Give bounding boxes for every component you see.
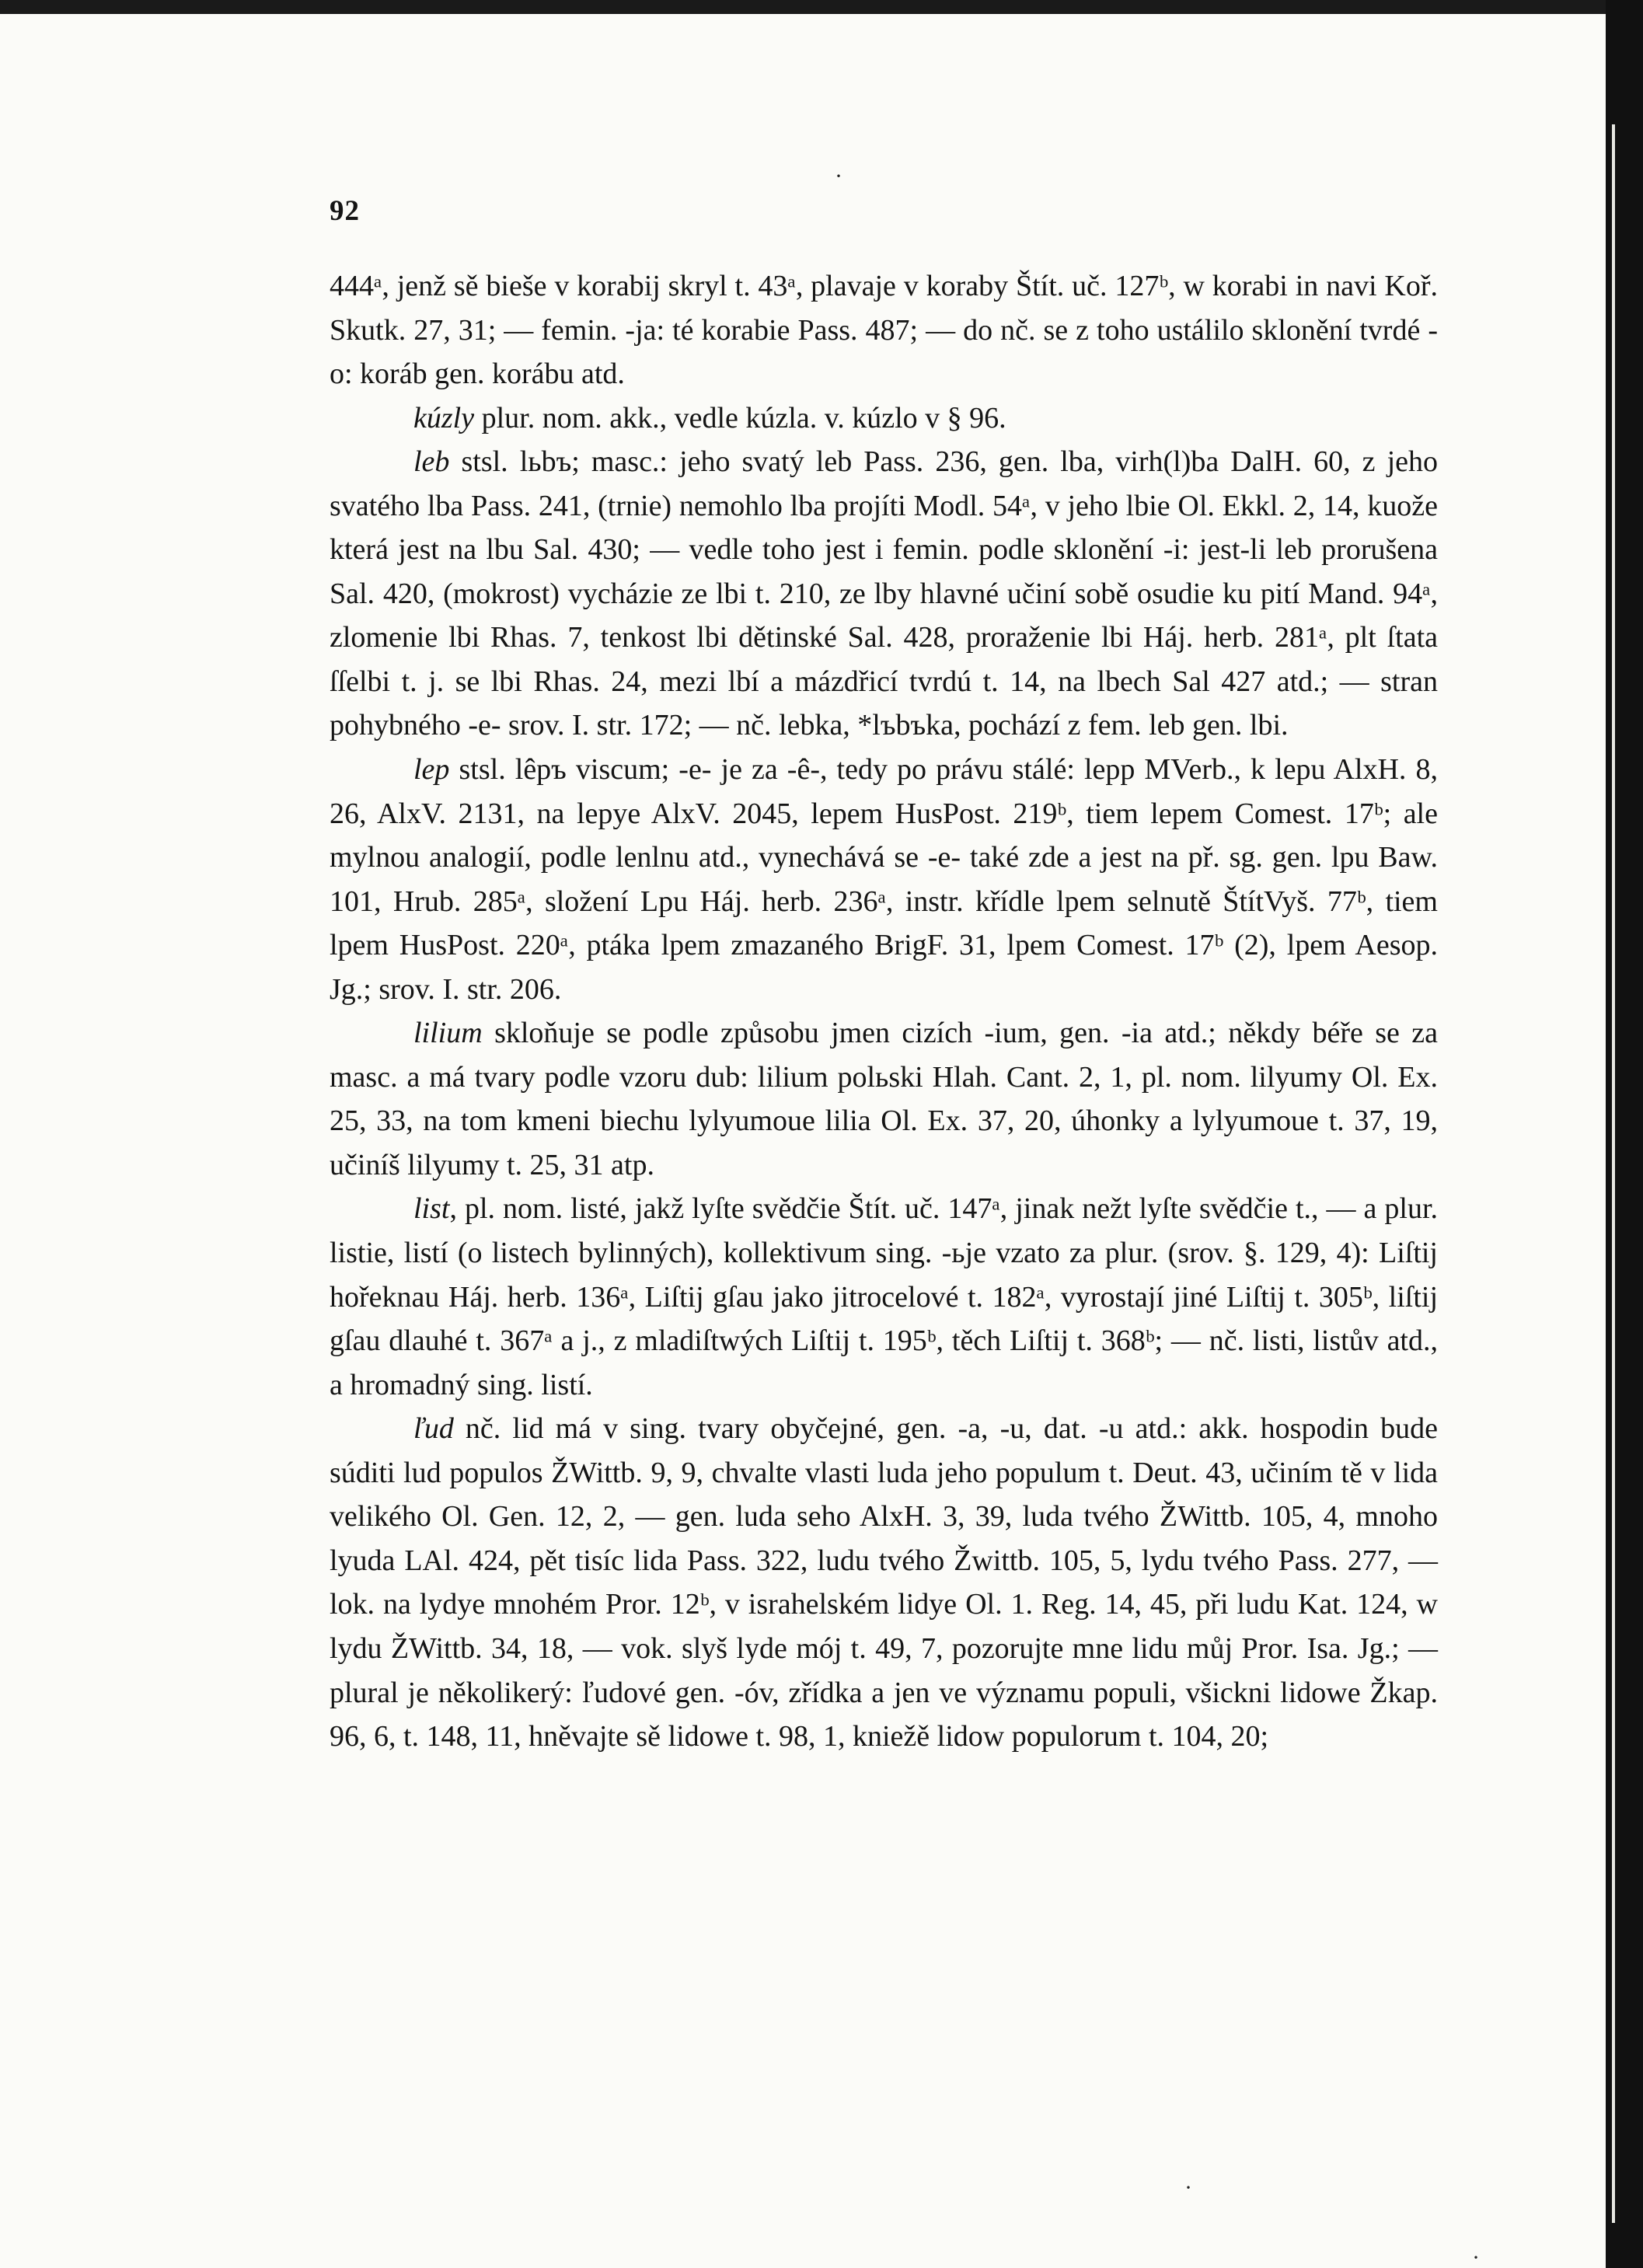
entry-lud: [330, 1407, 1438, 1758]
entry-text: , pl. nom. listé, jakž lyſte svědčie Štít. uč. 147ᵃ, jinak nežt lyſte svědčie t., — a plur. listie, listí (o listech bylinných), kollektivum sing. -ьje vzato za plur. (srov. §. 129, 4): Liſtij hořeknau Háj. herb. 136ᵃ, Liſtij gſau jako jitrocelové t. 182ᵃ, vyrostají jiné Liſtij t. 305ᵇ, liſtij gſau dlauhé t. 367ᵃ a j., z mladiſtwých Liſtij t. 195ᵇ, těch Liſtij t. 368ᵇ; — nč. listi, listův atd., a hromadný sing. listí.: [330, 1192, 1438, 1401]
headword: lilium: [413, 1017, 483, 1050]
entry-text: skloňuje se podle způsobu jmen cizích -ium, gen. -ia atd.; někdy béře se za masc. a má tvary podle vzoru dub: lilium polьski Hlah. Cant. 2, 1, pl. nom. lilyumy Ol. Ex. 25, 33, na tom kmeni biechu lylyumoue lilia Ol. Ex. 37, 20, úhonky a lylyumoue t. 37, 19, učiníš lilyumy t. 25, 31 atp.: [330, 1017, 1438, 1181]
entry-list: [330, 1187, 1438, 1407]
headword: list: [413, 1192, 450, 1226]
headword: leb: [413, 445, 450, 479]
book-page: [0, 14, 1606, 2268]
scan-speck: ·: [1184, 2175, 1192, 2200]
page-number: 92: [330, 195, 360, 227]
entry-text: nč. lid má v sing. tvary obyčejné, gen. -a, -u, dat. -u atd.: akk. hospodin bude súditi lud populos ŽWittb. 9, 9, chvalte vlasti luda jeho populum t. Deut. 43, učiním tě v lida velikého Ol. Gen. 12, 2, — gen. luda seho AlxH. 3, 39, luda tvého ŽWittb. 105, 4, mnoho lyuda LAl. 424, pět tisíc lida Pass. 322, ludu tvého Žwittb. 105, 5, lydu tvého Pass. 277, — lok. na lydye mnohém Pror. 12ᵇ, v israhelském lidye Ol. 1. Reg. 14, 45, při ludu Kat. 124, w lydu ŽWittb. 34, 18, — vok. slyš lyde mój t. 49, 7, pozorujte mne lidu můj Pror. Isa. Jg.; — plural je několikerý: ľudové gen. -óv, zřídka a jen ve významu populi, všickni lidowe Žkap. 96, 6, t. 148, 11, hněvajte sě lidowe t. 98, 1, kniežě lidow populorum t. 104, 20;: [330, 1412, 1438, 1753]
entry-lilium: [330, 1011, 1438, 1187]
scan-speck: ·: [835, 163, 842, 189]
entry-text: stsl. lêpъ viscum; -e- je za -ê-, tedy po právu stálé: lepp MVerb., k lepu AlxH. 8, 26, AlxV. 2131, na lepye AlxV. 2045, lepem HusPost. 219ᵇ, tiem lepem Comest. 17ᵇ; ale mylnou analogií, podle lenlnu atd., vynechává se -e- také zde a jest na př. sg. gen. lpu Baw. 101, Hrub. 285ᵃ, složení Lpu Háj. herb. 236ᵃ, instr. křídle lpem selnutě ŠtítVyš. 77ᵇ, tiem lpem HusPost. 220ᵃ, ptáka lpem zmazaného BrigF. 31, lpem Comest. 17ᵇ (2), lpem Aesop. Jg.; srov. I. str. 206.: [330, 753, 1438, 1006]
entry-text: stsl. lьbъ; masc.: jeho svatý leb Pass. 236, gen. lba, virh(l)ba DalH. 60, z jeho svatého lba Pass. 241, (trnie) nemohlo lba projíti Modl. 54ᵃ, v jeho lbie Ol. Ekkl. 2, 14, kuože která jest na lbu Sal. 430; — vedle toho jest i femin. podle sklonění -i: jest-li leb prorušena Sal. 420, (mokrost) vycházie ze lbi t. 210, ze lby hlavné učiní sobě osudie ku pití Mand. 94ᵃ, zlomenie lbi Rhas. 7, tenkost lbi dětinské Sal. 428, proraženie lbi Háj. herb. 281ᵃ, plt ſtata ſſelbi t. j. se lbi Rhas. 24, mezi lbí a mázdřicí tvrdú t. 14, na lbech Sal 427 atd.; — stran pohybného -e- srov. I. str. 172; — nč. lebka, *lъbъka, pochází z fem. leb gen. lbi.: [330, 445, 1438, 742]
scan-speck: ·: [1472, 2245, 1480, 2268]
entry-leb: [330, 440, 1438, 748]
entry-lep: [330, 748, 1438, 1011]
scan-edge-rule: [1612, 124, 1615, 2223]
headword: lep: [413, 753, 450, 787]
paragraph-continuation: [330, 264, 1438, 396]
entry-text: plur. nom. akk., vedle kúzla. v. kúzlo v § 96.: [474, 401, 1006, 434]
entry-kuzly: [330, 396, 1438, 441]
headword: ľud: [413, 1412, 454, 1446]
paragraph-text: 444ᵃ, jenž sě bieše v korabij skryl t. 43ᵃ, plavaje v koraby Štít. uč. 127ᵇ, w korabi in navi Koř. Skutk. 27, 31; — femin. -ja: té korabie Pass. 487; — do nč. se z toho ustálilo sklonění tvrdé -o: koráb gen. korábu atd.: [330, 270, 1438, 391]
dictionary-text: [330, 264, 1438, 1759]
headword: kúzly: [413, 401, 475, 434]
